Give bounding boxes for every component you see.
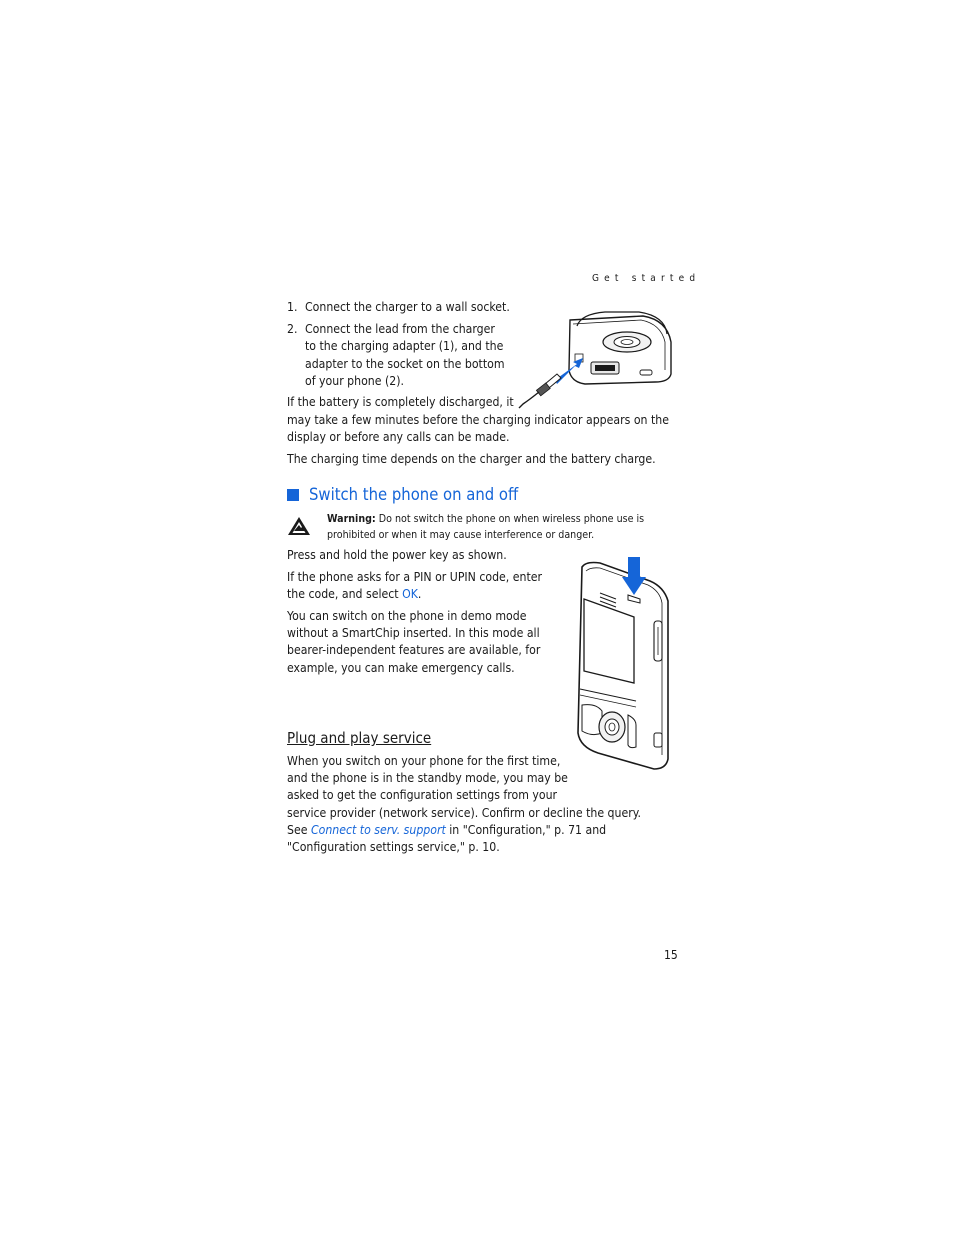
step-2-line-1: Connect the lead from the charger [305, 322, 495, 336]
battery-note-line-2: may take a few minutes before the charging indicator appears on the [287, 413, 669, 427]
demo-line-1: You can switch on the phone in demo mode [287, 609, 527, 623]
pin-line-2-text: the code, and select [287, 587, 403, 601]
plugplay-see-line [287, 822, 606, 839]
battery-note-line-3: display or before any calls can be made. [287, 430, 510, 444]
battery-note-line-1: If the battery is completely discharged, it [287, 395, 514, 409]
warning-label: Warning: [327, 513, 376, 525]
connect-to-serv-support-link[interactable]: Connect to serv. support [310, 823, 446, 837]
plugplay-line-3: asked to get the configuration settings from your [287, 788, 558, 802]
plugplay-line-2: and the phone is in the standby mode, you may be [287, 771, 568, 785]
step-1-number: 1. [287, 300, 298, 314]
section-heading [287, 485, 518, 504]
pin-line-2-end: . [417, 587, 422, 601]
see-prefix: See [287, 823, 311, 837]
step-2-line-3: adapter to the socket on the bottom [305, 357, 505, 371]
subsection-heading: Plug and play service [287, 729, 432, 747]
phone-illustration [572, 555, 674, 771]
plugplay-last-line: "Configuration settings service," p. 10. [287, 840, 500, 854]
see-suffix: in "Configuration," p. 71 and [445, 823, 607, 837]
heading-square-icon [287, 489, 299, 501]
demo-line-3: bearer-independent features are available, for [287, 643, 541, 657]
pin-line-2 [287, 586, 421, 603]
warning-icon [287, 516, 311, 536]
charger-illustration [515, 312, 677, 412]
step-2-line-2: to the charging adapter (1), and the [305, 339, 504, 353]
section-heading-text: Switch the phone on and off [309, 485, 519, 504]
warning-line-1 [327, 511, 644, 527]
pin-line-1: If the phone asks for a PIN or UPIN code, enter [287, 570, 542, 584]
press-hold-text: Press and hold the power key as shown. [287, 548, 507, 562]
page-number: 15 [664, 948, 678, 962]
step-2-number: 2. [287, 322, 298, 336]
demo-line-2: without a SmartChip inserted. In this mode all [287, 626, 540, 640]
plugplay-line-4: service provider (network service). Confirm or decline the query. [287, 806, 641, 820]
ok-softkey-label: OK [402, 587, 418, 601]
warning-line-2: prohibited or when it may cause interference or danger. [327, 529, 595, 541]
step-2-line-4: of your phone (2). [305, 374, 404, 388]
demo-line-4: example, you can make emergency calls. [287, 661, 515, 675]
charging-time-text: The charging time depends on the charger and the battery charge. [287, 452, 656, 466]
plugplay-line-1: When you switch on your phone for the first time, [287, 754, 561, 768]
running-head: Get started [592, 273, 701, 284]
step-1-text: Connect the charger to a wall socket. [305, 300, 510, 314]
warning-line-1-text: Do not switch the phone on when wireless phone use is [375, 513, 645, 525]
